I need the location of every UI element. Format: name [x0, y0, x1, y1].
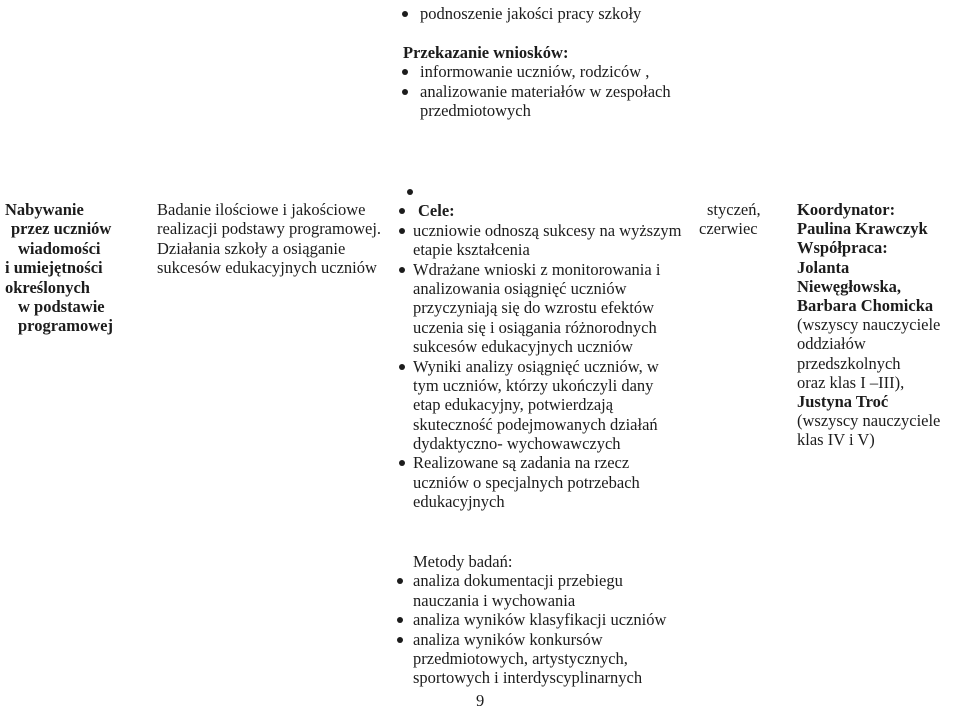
text-line — [393, 473, 682, 492]
people-line: Niewęgłowska, — [797, 276, 902, 296]
goal-text: analizowania osiągnięć uczniów — [413, 278, 627, 298]
text-line — [393, 492, 682, 511]
term-line: czerwiec — [699, 219, 758, 239]
goal-text: etap edukacyjny, potwierdzają — [413, 395, 614, 415]
area-line: Nabywanie — [5, 200, 84, 219]
bullet-icon — [407, 189, 413, 195]
text-line — [393, 668, 666, 687]
methods-heading: Metody badań: — [413, 552, 513, 571]
bullet-icon — [399, 460, 405, 466]
area-line: określonych — [5, 277, 90, 297]
list-item-text: informowanie uczniów, rodziców , — [420, 62, 650, 82]
text-line — [393, 571, 666, 590]
bullet-icon — [399, 208, 405, 214]
people-line: oddziałów — [797, 334, 866, 354]
text-line — [393, 43, 671, 62]
page-number: 9 — [476, 691, 485, 710]
text-line — [393, 82, 671, 101]
goal-text: uczniów o specjalnych potrzebach — [413, 472, 640, 492]
people-line: Paulina Krawczyk — [797, 219, 928, 239]
text-line — [393, 318, 682, 337]
task-line: realizacji podstawy programowej. — [157, 219, 382, 239]
text-line — [393, 201, 682, 220]
text-line — [393, 434, 682, 453]
bullet-icon — [399, 267, 405, 273]
area-line: i umiejętności — [5, 258, 103, 278]
bullet-icon — [397, 578, 403, 584]
section-heading: Przekazanie wniosków: — [403, 42, 569, 62]
bullet-icon — [399, 228, 405, 234]
area-line: w podstawie — [18, 296, 105, 316]
task-line: Działania szkoły a osiąganie — [157, 238, 346, 258]
text-line — [393, 4, 671, 23]
goal-text: uczniowie odnoszą sukcesy na wyższym — [413, 220, 682, 240]
methods-cell — [393, 552, 666, 688]
people-line: (wszyscy nauczyciele — [797, 411, 941, 431]
people-line: przedszkolnych — [797, 353, 901, 373]
text-line — [393, 337, 682, 356]
method-text: przedmiotowych, artystycznych, — [413, 648, 628, 668]
term-cell — [695, 200, 761, 239]
text-line — [393, 415, 682, 434]
method-text: analiza wyników klasyfikacji uczniów — [413, 610, 667, 630]
area-line: wiadomości — [18, 238, 101, 258]
goal-text: Wyniki analizy osiągnięć uczniów, w — [413, 356, 659, 376]
list-item-text: analizowanie materiałów w zespołach — [420, 81, 671, 101]
text-line — [393, 182, 682, 201]
text-line — [393, 240, 682, 259]
list-item-text: podnoszenie jakości pracy szkoły — [420, 4, 642, 23]
method-text: nauczania i wychowania — [413, 590, 576, 610]
people-cell — [790, 200, 940, 449]
text-line — [393, 376, 682, 395]
text-line — [393, 453, 682, 472]
people-line: oraz klas I –III), — [797, 372, 905, 392]
text-line — [393, 62, 671, 81]
goal-text: Realizowane są zadania na rzecz — [413, 453, 630, 473]
term-line: styczeń, — [707, 200, 761, 219]
text-line — [393, 395, 682, 414]
method-text: analiza wyników konkursów — [413, 629, 603, 649]
task-line: sukcesów edukacyjnych uczniów — [157, 258, 377, 278]
task-line: Badanie ilościowe i jakościowe — [157, 200, 366, 219]
bullet-icon — [399, 364, 405, 370]
bullet-icon — [402, 11, 408, 17]
text-line — [393, 221, 682, 240]
text-line — [393, 649, 666, 668]
area-line: programowej — [18, 316, 114, 336]
text-line — [393, 298, 682, 317]
goal-text: etapie kształcenia — [413, 240, 530, 260]
goal-text: edukacyjnych — [413, 492, 505, 512]
people-line: Justyna Troć — [797, 391, 889, 411]
goal-text: sukcesów edukacyjnych uczniów — [413, 337, 633, 357]
blank-line — [393, 23, 671, 42]
text-line — [393, 630, 666, 649]
people-line: klas IV i V) — [797, 430, 875, 450]
goal-text: dydaktyczno- wychowawczych — [413, 434, 621, 454]
area-cell — [0, 200, 113, 336]
bullet-icon — [402, 69, 408, 75]
goal-text: Wdrażane wnioski z monitorowania i — [413, 259, 661, 279]
bullet-icon — [402, 89, 408, 95]
goal-text: uczenia się i osiągania różnorodnych — [413, 317, 657, 337]
area-line: przez uczniów — [11, 219, 112, 239]
method-text: analiza dokumentacji przebiegu — [413, 571, 623, 591]
people-line: (wszyscy nauczyciele — [797, 315, 941, 335]
goals-cell — [393, 182, 682, 512]
goal-text: tym uczniów, którzy ukończyli dany — [413, 375, 654, 395]
text-line — [393, 101, 671, 120]
bullet-icon — [397, 617, 403, 623]
people-line: Jolanta — [797, 257, 850, 277]
goals-heading: Cele: — [418, 201, 455, 221]
list-item-text: przedmiotowych — [420, 100, 531, 120]
text-line — [393, 552, 666, 571]
task-cell — [148, 200, 381, 278]
goal-text: skuteczność podejmowanych działań — [413, 414, 658, 434]
goal-text: przyczyniają się do wzrostu efektów — [413, 298, 654, 318]
people-line: Barbara Chomicka — [797, 295, 934, 315]
bullet-icon — [397, 637, 403, 643]
text-line — [393, 279, 682, 298]
people-line: Koordynator: — [797, 200, 896, 219]
method-text: sportowych i interdyscyplinarnych — [413, 668, 643, 688]
text-line — [393, 591, 666, 610]
text-line — [393, 610, 666, 629]
people-line: Współpraca: — [797, 238, 888, 258]
previous-row-cell — [393, 4, 671, 120]
text-line — [393, 357, 682, 376]
text-line — [393, 260, 682, 279]
